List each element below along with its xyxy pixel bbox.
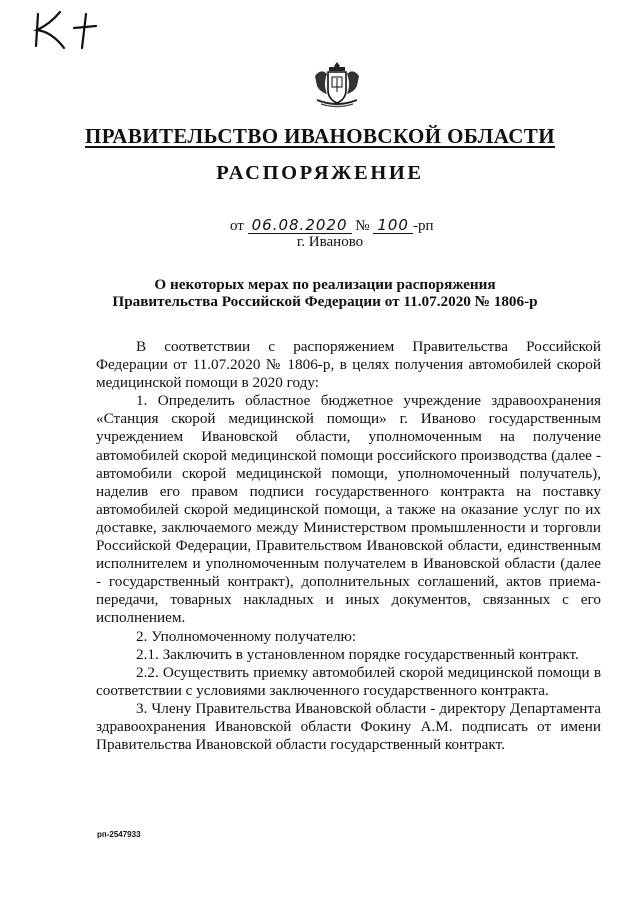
footer-document-code: рп-2547933 (97, 830, 141, 839)
document-subject: О некоторых мерах по реализации распоряжения Правительства Российской Федерации от 11.07.2020 № 1806-р (112, 276, 538, 310)
paragraph-2-1: 2.1. Заключить в установленном порядке государственный контракт. (136, 645, 579, 663)
document-type: РАСПОРЯЖЕНИЕ (216, 162, 424, 184)
number-sign: № (355, 218, 370, 234)
paragraph-2-2: 2.2. Осуществить приемку автомобилей скорой медицинской помощи в соответствии с условиями заключенного государственного контракта. (96, 663, 601, 699)
number-value: 100 (373, 218, 413, 234)
date-prefix: от (230, 218, 244, 234)
number-suffix: -рп (412, 218, 434, 234)
date-number-line (230, 218, 433, 235)
document-body (96, 338, 601, 754)
svg-text:·: · (336, 105, 338, 109)
city: г. Иваново (296, 234, 364, 250)
paragraph-preamble: В соответствии с распоряжением Правительства Российской Федерации от 11.07.2020 № 1806-р, в целях получения автомобилей скорой медицинской помощи в 2020 году: (96, 338, 601, 392)
paragraph-2: 2. Уполномоченному получателю: (136, 627, 357, 645)
paragraph-3: 3. Члену Правительства Ивановской области - директору Департамента здравоохранения Ивановской области Фокину А.М. подписать от имени Правительства Ивановской области государственный контракт. (96, 699, 601, 754)
government-title: ПРАВИТЕЛЬСТВО ИВАНОВСКОЙ ОБЛАСТИ (85, 124, 555, 148)
coat-of-arms-emblem (311, 56, 363, 110)
handwritten-mark (30, 8, 102, 52)
date-value: 06.08.2020 (248, 218, 352, 234)
paragraph-1: 1. Определить областное бюджетное учреждение здравоохранения «Станция скорой медицинской помощи» г. Иваново государственным учреждением Ивановской области, уполномоченным на получение автомобилей скорой медицинской помощи российского производства (далее - автомобили скорой медицинской помощи, уполномоченный получатель), наделив его правом подписи государственного контракта на поставку автомобилей скорой медицинской помощи, а также на оказание услуг по их доставке, заключаемого между Министерством промышленности и торговли Российской Федерации, Правительством Ивановской области, единственным исполнителем и уполномоченным получателем в Ивановской области (далее - государственный контракт), дополнительных соглашений, актов приема-передачи, товарных накладных и иных документов, связанных с его исполнением. (96, 392, 601, 627)
